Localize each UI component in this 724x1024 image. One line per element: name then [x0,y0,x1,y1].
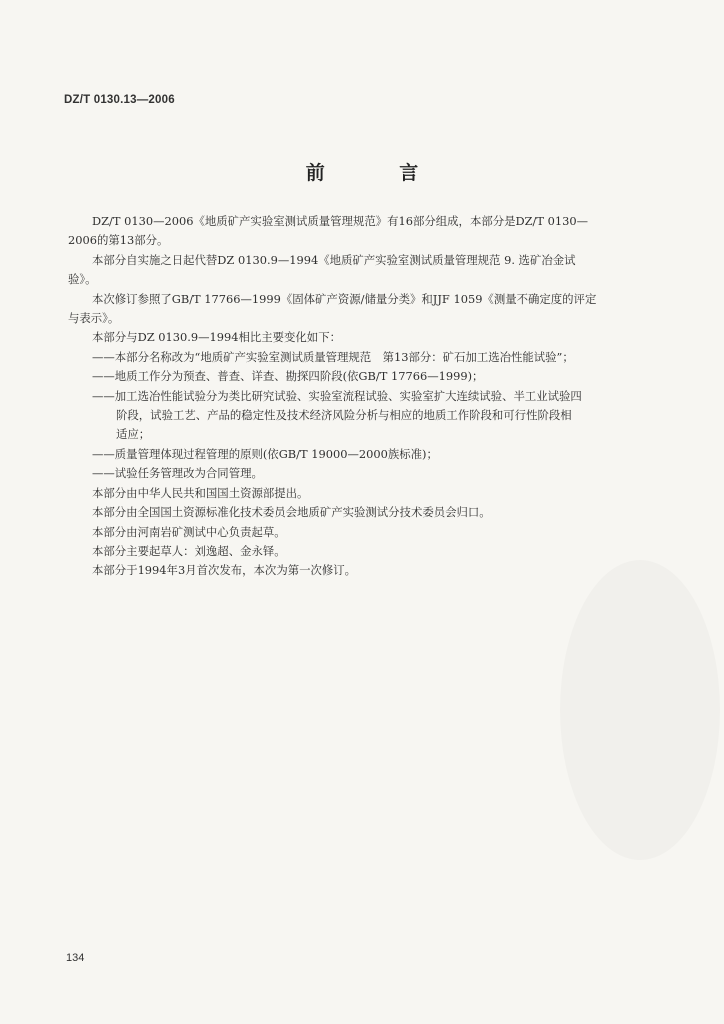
page-number: 134 [66,952,85,964]
foreword-body [68,212,628,581]
paragraph-line: 本部分由全国国土资源标准化技术委员会地质矿产实验测试分技术委员会归口。 [92,505,491,520]
paragraph-line: 验》。 [68,272,97,287]
change-item-line: 阶段，试验工艺、产品的稳定性及技术经济风险分析与相应的地质工作阶段和可行性阶段相 [116,408,572,423]
paragraph-line: 与表示》。 [68,311,120,326]
change-item [92,387,628,445]
change-item: ——地质工作分为预查、普查、详查、勘探四阶段(依GB/T 17766—1999)； [92,369,484,384]
page-title: 前 言 [305,162,453,184]
paragraph-line: 本部分由河南岩矿测试中心负责起草。 [92,524,286,539]
paragraph-line: DZ/T 0130—2006《地质矿产实验室测试质量管理规范》有16部分组成，本部分是DZ/T 0130— [92,214,588,228]
paragraph-line: 本部分与DZ 0130.9—1994相比主要变化如下： [92,330,341,345]
scan-shadow [560,560,720,860]
change-item-line: ——加工选冶性能试验分为类比研究试验、实验室流程试验、实验室扩大连续试验、半工业试验四 [92,388,582,403]
paragraph-line: 2006的第13部分。 [68,233,169,248]
paragraph-line: 本部分自实施之日起代替DZ 0130.9—1994《地质矿产实验室测试质量管理规范 9. 选矿冶金试 [92,252,576,267]
change-item-line: 适应； [116,427,151,442]
paragraph-line: 本部分由中华人民共和国国土资源部提出。 [92,485,309,500]
paragraph-line: 本部分主要起草人：刘逸超、金永铎。 [92,543,286,558]
change-item: ——试验任务管理改为合同管理。 [92,466,263,481]
paragraph-line: 本次修订参照了GB/T 17766—1999《固体矿产资源/储量分类》和JJF 1059《测量不确定度的评定 [92,291,597,306]
paragraph-line: 本部分于1994年3月首次发布，本次为第一次修订。 [92,563,357,578]
standard-code-header: DZ/T 0130.13—2006 [64,94,175,106]
change-item: ——本部分名称改为“地质矿产实验室测试质量管理规范 第13部分：矿石加工选冶性能试验”； [92,349,574,364]
change-item: ——质量管理体现过程管理的原则(依GB/T 19000—2000族标准)； [92,446,438,461]
